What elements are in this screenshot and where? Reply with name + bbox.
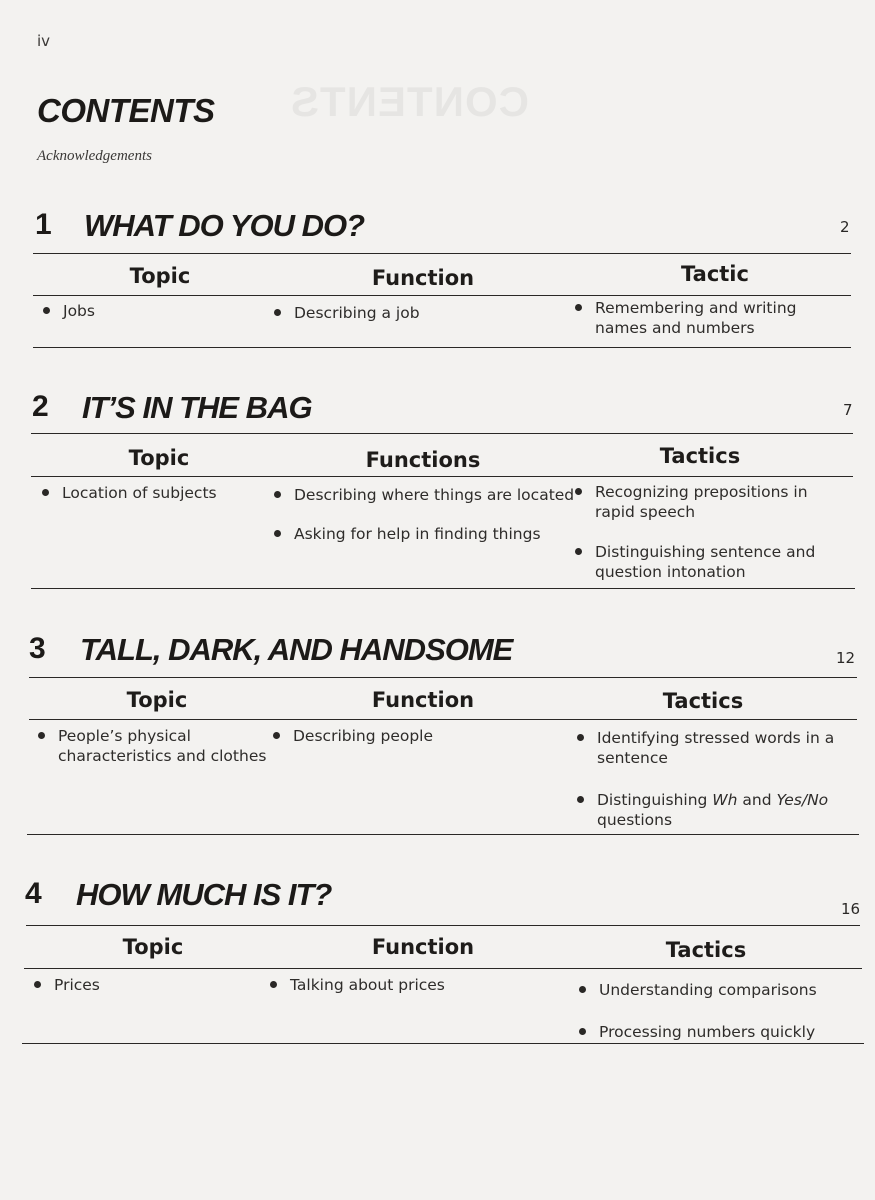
header-rule xyxy=(29,719,857,720)
show-through-text: CONTENTS xyxy=(290,78,529,125)
unit-rule-bottom xyxy=(31,588,855,589)
unit-number: 4 xyxy=(25,877,42,910)
unit-title: IT’S IN THE BAG xyxy=(82,390,312,425)
tactic-header: Tactic xyxy=(681,262,749,286)
unit-rule-top xyxy=(31,433,853,434)
page-number: iv xyxy=(37,32,51,50)
unit-page-number: 16 xyxy=(841,900,861,918)
tactic-item: Distinguishing sentence and question intonation xyxy=(573,542,815,582)
unit-number: 2 xyxy=(32,390,49,423)
unit-title: HOW MUCH IS IT? xyxy=(76,877,332,912)
topic-item: People’s physical characteristics and clothes xyxy=(36,726,266,766)
topic-header: Topic xyxy=(128,446,190,470)
function-item: Describing a job xyxy=(272,303,420,323)
unit-rule-bottom xyxy=(33,347,851,348)
tactic-header: Tactics xyxy=(665,938,747,962)
function-item: Asking for help in finding things xyxy=(272,524,541,544)
function-header: Function xyxy=(371,688,475,712)
tactic-item: Understanding comparisons xyxy=(577,980,817,1000)
function-item: Talking about prices xyxy=(268,975,445,995)
topic-header: Topic xyxy=(126,688,188,712)
unit-title: WHAT DO YOU DO? xyxy=(84,208,365,243)
unit-title: TALL, DARK, AND HANDSOME xyxy=(80,632,513,667)
unit-rule-top xyxy=(33,253,851,254)
unit-page-number: 2 xyxy=(840,218,850,236)
function-header: Function xyxy=(371,266,475,290)
unit-page-number: 12 xyxy=(836,649,856,667)
header-rule xyxy=(24,968,862,969)
unit-page-number: 7 xyxy=(843,401,853,419)
acknowledgements-entry: Acknowledgements xyxy=(37,148,152,164)
function-header: Functions xyxy=(365,448,481,472)
topic-item: Prices xyxy=(32,975,100,995)
unit-rule-top xyxy=(26,925,860,926)
unit-rule-bottom xyxy=(22,1043,864,1044)
topic-item: Jobs xyxy=(41,301,95,321)
tactic-header: Tactics xyxy=(659,444,741,468)
unit-rule-top xyxy=(29,677,857,678)
tactic-item: Processing numbers quickly xyxy=(577,1022,815,1042)
function-header: Function xyxy=(371,935,475,959)
function-item: Describing people xyxy=(271,726,433,746)
topic-header: Topic xyxy=(122,935,184,959)
tactic-header: Tactics xyxy=(662,689,744,713)
topic-header: Topic xyxy=(129,264,191,288)
header-rule xyxy=(33,295,851,296)
tactic-item: Recognizing prepositions in rapid speech xyxy=(573,482,808,522)
tactic-item: Remembering and writing names and numbers xyxy=(573,298,796,338)
function-item: Describing where things are located xyxy=(272,485,574,505)
tactic-item: Distinguishing Wh and Yes/No questions xyxy=(575,790,828,830)
unit-number: 1 xyxy=(35,208,52,241)
unit-rule-bottom xyxy=(27,834,859,835)
topic-item: Location of subjects xyxy=(40,483,217,503)
header-rule xyxy=(31,476,853,477)
unit-number: 3 xyxy=(29,632,46,665)
page-title: CONTENTS xyxy=(37,92,215,129)
tactic-item: Identifying stressed words in a sentence xyxy=(575,728,834,768)
